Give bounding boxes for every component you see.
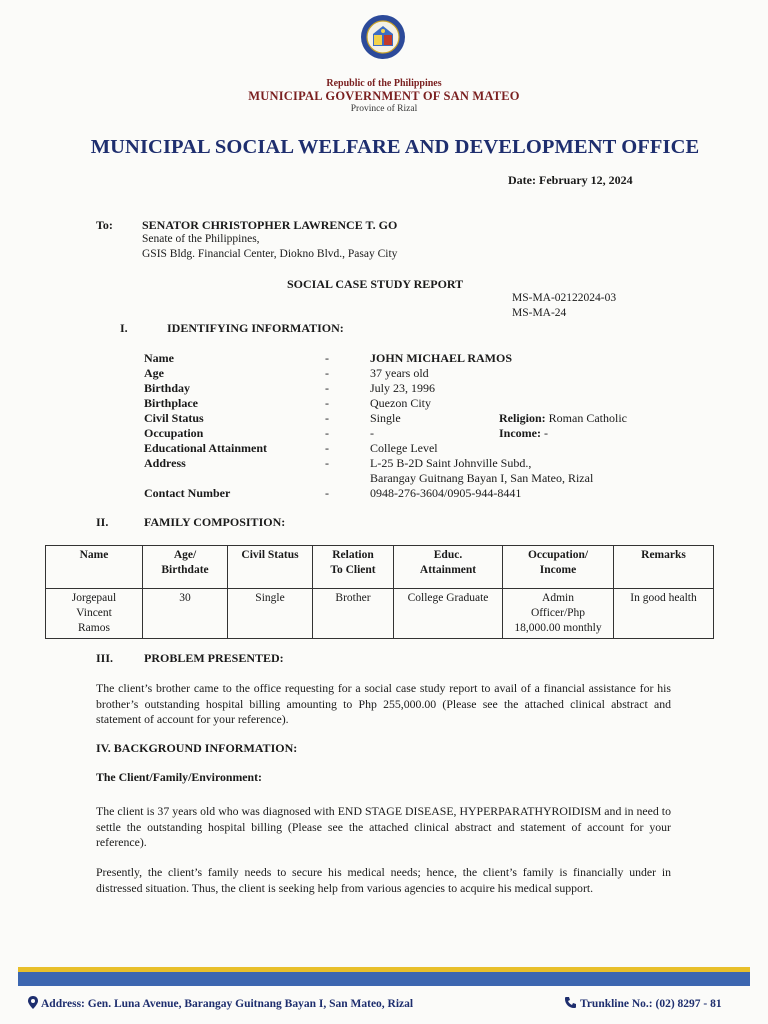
info-separator: - [325, 441, 329, 455]
problem-presented-text: The client’s brother came to the office requesting for a social case study report to avail of a financial assistance for his brother’s outstanding hospital billing amounting to Php 255,000.00 (Please see the attached clinical abstract and statement of account for your reference). [96, 681, 671, 726]
info-separator: - [325, 396, 329, 410]
religion-value: Roman Catholic [545, 411, 627, 425]
government-heading: MUNICIPAL GOVERNMENT OF SAN MATEO [248, 89, 520, 103]
info-label: Civil Status [144, 411, 204, 425]
info-separator: - [325, 486, 329, 500]
info-label: Birthplace [144, 396, 198, 410]
reference-number-1: MS-MA-02122024-03 [512, 292, 617, 304]
republic-heading: Republic of the Philippines [326, 78, 442, 89]
info-separator: - [325, 456, 329, 470]
section-1-number: I. [120, 321, 128, 335]
recipient-name: SENATOR CHRISTOPHER LAWRENCE T. GO [142, 218, 398, 232]
info-value: July 23, 1996 [370, 381, 436, 395]
background-paragraph-2: Presently, the client’s family needs to secure his medical needs; hence, the client’s family is financially under in distressed situation. Thus, the client is seeking help from various agencies to acquire his medical support. [96, 865, 671, 895]
column-header-occupation: Occupation/ Income [503, 546, 614, 589]
info-separator: - [325, 366, 329, 380]
section-2-number: II. [96, 515, 109, 529]
info-label: Occupation [144, 426, 204, 440]
info-value: L-25 B-2D Saint Johnville Subd., [370, 456, 532, 470]
reference-number-2: MS-MA-24 [512, 307, 567, 319]
info-value: Quezon City [370, 396, 431, 410]
column-header-education: Educ. Attainment [394, 546, 503, 589]
info-value: College Level [370, 441, 438, 455]
phone-icon [564, 996, 577, 1009]
income-label: Income: [499, 426, 541, 440]
column-header-remarks: Remarks [614, 546, 714, 589]
to-label: To: [96, 218, 113, 232]
office-title: MUNICIPAL SOCIAL WELFARE AND DEVELOPMENT OFFICE [90, 136, 700, 158]
document-date: Date: February 12, 2024 [508, 173, 633, 187]
info-value: Single [370, 411, 401, 425]
footer-trunkline [564, 996, 722, 1010]
section-4-subtitle: The Client/Family/Environment: [96, 770, 262, 784]
background-paragraph-1: The client is 37 years old who was diagnosed with END STAGE DISEASE, HYPERPARATHYROIDISM and in need to settle the outstanding hospital billing (Please see the attached clinical abstract and statement of account for your reference). [96, 804, 671, 849]
cell-age: 30 [143, 589, 228, 639]
cell-name: Jorgepaul Vincent Ramos [46, 589, 143, 639]
province-heading: Province of Rizal [350, 104, 418, 114]
section-3-number: III. [96, 651, 114, 665]
section-4-title: IV. BACKGROUND INFORMATION: [96, 741, 298, 755]
cell-remarks: In good health [614, 589, 714, 639]
footer-band-blue [18, 972, 750, 986]
info-label: Name [144, 351, 174, 365]
family-composition-table [45, 545, 714, 639]
info-separator: - [325, 381, 329, 395]
info-value: 37 years old [370, 366, 429, 380]
income-field [499, 426, 548, 441]
info-label: Address [144, 456, 186, 470]
section-2-title: FAMILY COMPOSITION: [144, 515, 286, 529]
info-value: JOHN MICHAEL RAMOS [370, 351, 513, 365]
info-label: Contact Number [144, 486, 231, 500]
religion-field [499, 411, 627, 426]
info-separator: - [325, 351, 329, 365]
info-value: 0948-276-3604/0905-944-8441 [370, 486, 522, 500]
info-label: Birthday [144, 381, 191, 395]
cell-civil-status: Single [228, 589, 313, 639]
section-1-title: IDENTIFYING INFORMATION: [167, 321, 344, 335]
religion-label: Religion: [499, 411, 546, 425]
cell-education: College Graduate [394, 589, 503, 639]
cell-relation: Brother [313, 589, 394, 639]
info-separator: - [325, 411, 329, 425]
info-value-cont: Barangay Guitnang Bayan I, San Mateo, Rizal [370, 471, 594, 485]
location-pin-icon [28, 996, 38, 1009]
column-header-relation: Relation To Client [313, 546, 394, 589]
table-header-row [46, 546, 714, 589]
report-title: SOCIAL CASE STUDY REPORT [287, 277, 464, 291]
column-header-civil-status: Civil Status [228, 546, 313, 589]
municipal-seal-icon [360, 14, 406, 60]
info-separator: - [325, 426, 329, 440]
footer-trunkline-text: Trunkline No.: (02) 8297 - 81 [580, 998, 722, 1010]
info-value: - [370, 426, 374, 440]
column-header-age: Age/ Birthdate [143, 546, 228, 589]
cell-occupation: Admin Officer/Php 18,000.00 monthly [503, 589, 614, 639]
table-row [46, 589, 714, 639]
footer-address-text: Address: Gen. Luna Avenue, Barangay Guitnang Bayan I, San Mateo, Rizal [41, 998, 414, 1010]
recipient-line-2: GSIS Bldg. Financial Center, Diokno Blvd., Pasay City [142, 248, 398, 260]
section-3-title: PROBLEM PRESENTED: [144, 651, 284, 665]
footer-address [28, 996, 413, 1010]
column-header-name: Name [46, 546, 143, 589]
info-label: Educational Attainment [144, 441, 268, 455]
income-value: - [541, 426, 548, 440]
info-label: Age [144, 366, 164, 380]
recipient-line-1: Senate of the Philippines, [142, 233, 260, 245]
